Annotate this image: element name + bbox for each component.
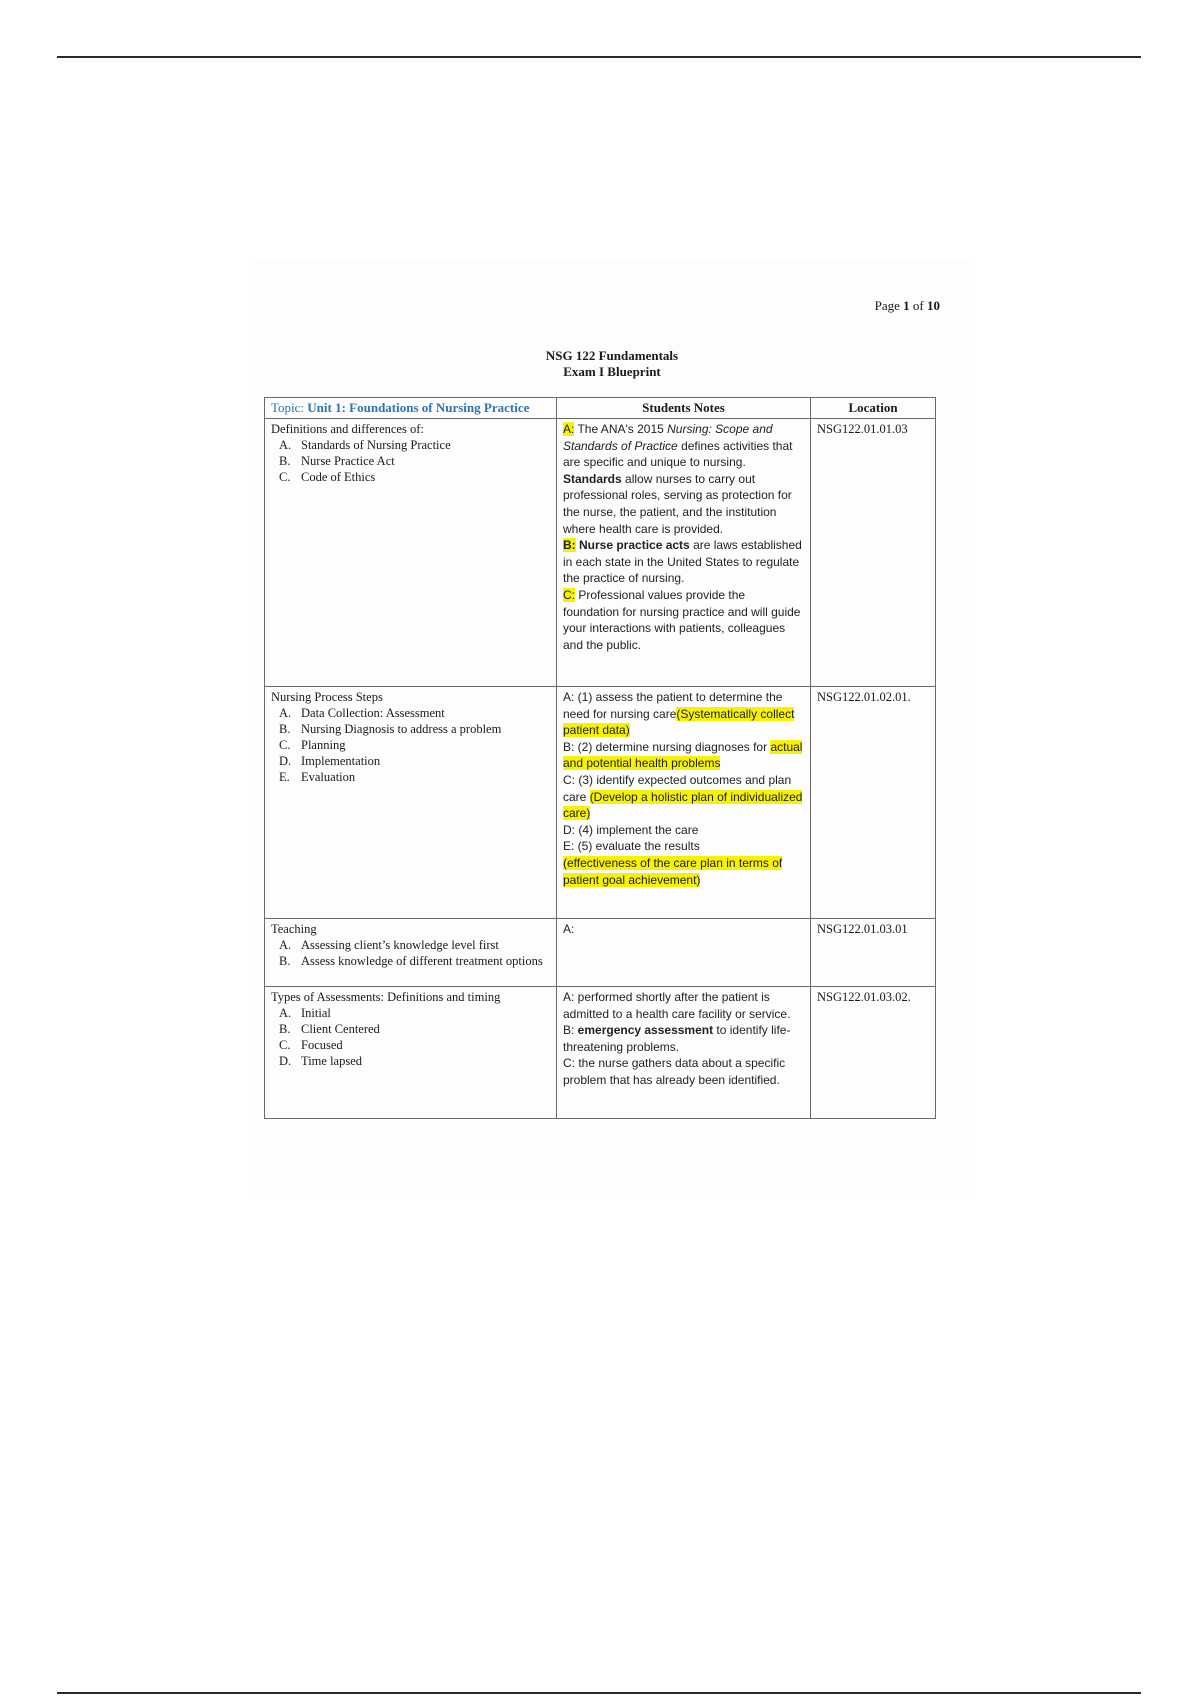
text-run: Initial	[301, 1006, 331, 1020]
text-run: emergency assessment	[577, 1023, 714, 1038]
note-b	[563, 739, 804, 772]
table-row	[265, 419, 936, 687]
table-row	[265, 687, 936, 919]
topic-list	[271, 1005, 550, 1069]
list-item	[279, 953, 550, 969]
text-run: are laws established in each state in the United States to regulate the practice of nursing.	[563, 538, 802, 586]
text-run: Professional values provide the foundation for nursing practice and will guide your interactions with patients, colleagues and the public.	[563, 587, 801, 652]
topic-heading: Types of Assessments: Definitions and timing	[271, 990, 501, 1004]
notes-cell	[557, 687, 811, 919]
text-run: Code of Ethics	[301, 470, 376, 484]
topic-cell	[265, 987, 557, 1119]
text-run: Standards of Nursing Practice	[301, 438, 451, 452]
location-header: Location	[811, 398, 936, 419]
text-run: A.	[279, 438, 292, 452]
document-title: NSG 122 Fundamentals	[545, 348, 679, 363]
text-run: A.	[279, 1006, 292, 1020]
topic-heading: Definitions and differences of:	[271, 422, 424, 436]
text-run: B:	[563, 1023, 578, 1038]
location-cell: NSG122.01.03.02.	[811, 987, 936, 1119]
list-item	[279, 753, 550, 769]
list-item	[279, 937, 550, 953]
top-divider	[57, 56, 1141, 58]
list-item	[279, 705, 550, 721]
text-run: defines activities that are specific and unique to nursing.	[563, 438, 793, 470]
note-b	[563, 1022, 804, 1055]
text-run: allow nurses to carry out professional roles, serving as protection for the nurse, the patient, and the institution where health care is provided.	[563, 471, 792, 536]
text-run: The ANA's 2015	[574, 422, 668, 436]
list-item	[279, 1021, 550, 1037]
topic-heading: Nursing Process Steps	[271, 690, 383, 704]
text-run: C.	[279, 1038, 291, 1052]
list-item	[279, 453, 550, 469]
page-current: 1	[903, 298, 910, 313]
topic-list	[271, 705, 550, 785]
document-page	[254, 260, 970, 1200]
list-item	[279, 769, 550, 785]
note-c: C: the nurse gathers data about a specific problem that has already been identified.	[563, 1056, 786, 1087]
text-run: Assessing client’s knowledge level first	[301, 938, 499, 952]
text-run: A: (1) assess the patient to determine the need for nursing care	[563, 690, 783, 721]
page-total: 10	[927, 298, 940, 313]
note-a: A:	[563, 922, 575, 936]
note-c	[563, 587, 804, 653]
topic-cell	[265, 419, 557, 687]
page-of-label: of	[912, 298, 924, 313]
page-number	[875, 298, 940, 314]
text-run: C: (3) identify expected outcomes and plan care	[563, 772, 792, 804]
text-run: Nurse Practice Act	[301, 454, 395, 468]
text-run: B.	[279, 1022, 291, 1036]
topic-header	[265, 398, 557, 419]
document-subtitle: Exam I Blueprint	[563, 364, 661, 379]
text-run: B.	[279, 454, 291, 468]
text-run: C:	[563, 587, 575, 602]
note-a	[563, 421, 804, 537]
text-run: B: (2) determine nursing diagnoses for	[563, 739, 771, 754]
list-item	[279, 1037, 550, 1053]
location-cell: NSG122.01.03.01	[811, 919, 936, 987]
list-item	[279, 437, 550, 453]
list-item	[279, 469, 550, 485]
location-cell: NSG122.01.02.01.	[811, 687, 936, 919]
topic-title: Unit 1: Foundations of Nursing Practice	[307, 400, 530, 415]
text-run: Standards	[563, 471, 622, 486]
note-e	[563, 838, 804, 888]
text-run: (Develop a holistic plan of individualized care)	[563, 789, 803, 821]
topic-prefix: Topic:	[271, 400, 305, 415]
list-item	[279, 1053, 550, 1069]
table-row	[265, 987, 936, 1119]
text-run: Nursing: Scope and Standards of Practice	[563, 422, 773, 453]
text-run: E: (5) evaluate the results	[563, 839, 700, 854]
text-run: to identify life-threatening problems.	[563, 1023, 791, 1054]
text-run: Planning	[301, 738, 346, 752]
text-run: C.	[279, 738, 291, 752]
text-run: actual and potential health problems	[563, 739, 803, 771]
note-c	[563, 772, 804, 822]
text-run: D.	[279, 754, 292, 768]
text-run: B.	[279, 722, 291, 736]
notes-cell	[557, 987, 811, 1119]
text-run: Assess knowledge of different treatment options	[301, 954, 543, 968]
list-item	[279, 1005, 550, 1021]
table-row	[265, 919, 936, 987]
topic-list	[271, 937, 550, 969]
notes-cell	[557, 419, 811, 687]
list-item	[279, 721, 550, 737]
note-a	[563, 689, 804, 739]
notes-cell	[557, 919, 811, 987]
bottom-divider	[57, 1692, 1141, 1694]
note-b	[563, 537, 804, 587]
text-run: B.	[279, 954, 291, 968]
text-run: (Systematically collect patient data)	[563, 706, 795, 738]
note-a: A: performed shortly after the patient is admitted to a health care facility or service.	[563, 990, 791, 1021]
topic-cell	[265, 919, 557, 987]
text-run: Focused	[301, 1038, 343, 1052]
text-run: Data Collection: Assessment	[301, 706, 445, 720]
text-run: D.	[279, 1054, 292, 1068]
text-run: Client Centered	[301, 1022, 380, 1036]
topic-cell	[265, 687, 557, 919]
text-run: A.	[279, 938, 292, 952]
text-run: C.	[279, 470, 291, 484]
table-header-row	[265, 398, 936, 419]
blueprint-table	[264, 397, 936, 1119]
text-run: (effectiveness of the care plan in terms of patient goal achievement)	[563, 855, 783, 887]
page-label: Page	[874, 298, 900, 313]
text-run: Evaluation	[301, 770, 356, 784]
text-run: Nurse practice acts	[575, 538, 690, 553]
location-cell: NSG122.01.01.03	[811, 419, 936, 687]
text-run: E.	[279, 770, 290, 784]
text-run: B:	[563, 538, 576, 553]
text-run: A.	[279, 706, 292, 720]
text-run: Nursing Diagnosis to address a problem	[301, 722, 502, 736]
note-d: D: (4) implement the care	[563, 822, 699, 837]
list-item	[279, 737, 550, 753]
text-run: Implementation	[301, 754, 381, 768]
notes-header: Students Notes	[557, 398, 811, 419]
text-run: Time lapsed	[301, 1054, 362, 1068]
topic-heading: Teaching	[271, 922, 317, 936]
text-run: A:	[563, 422, 575, 436]
topic-list	[271, 437, 550, 485]
